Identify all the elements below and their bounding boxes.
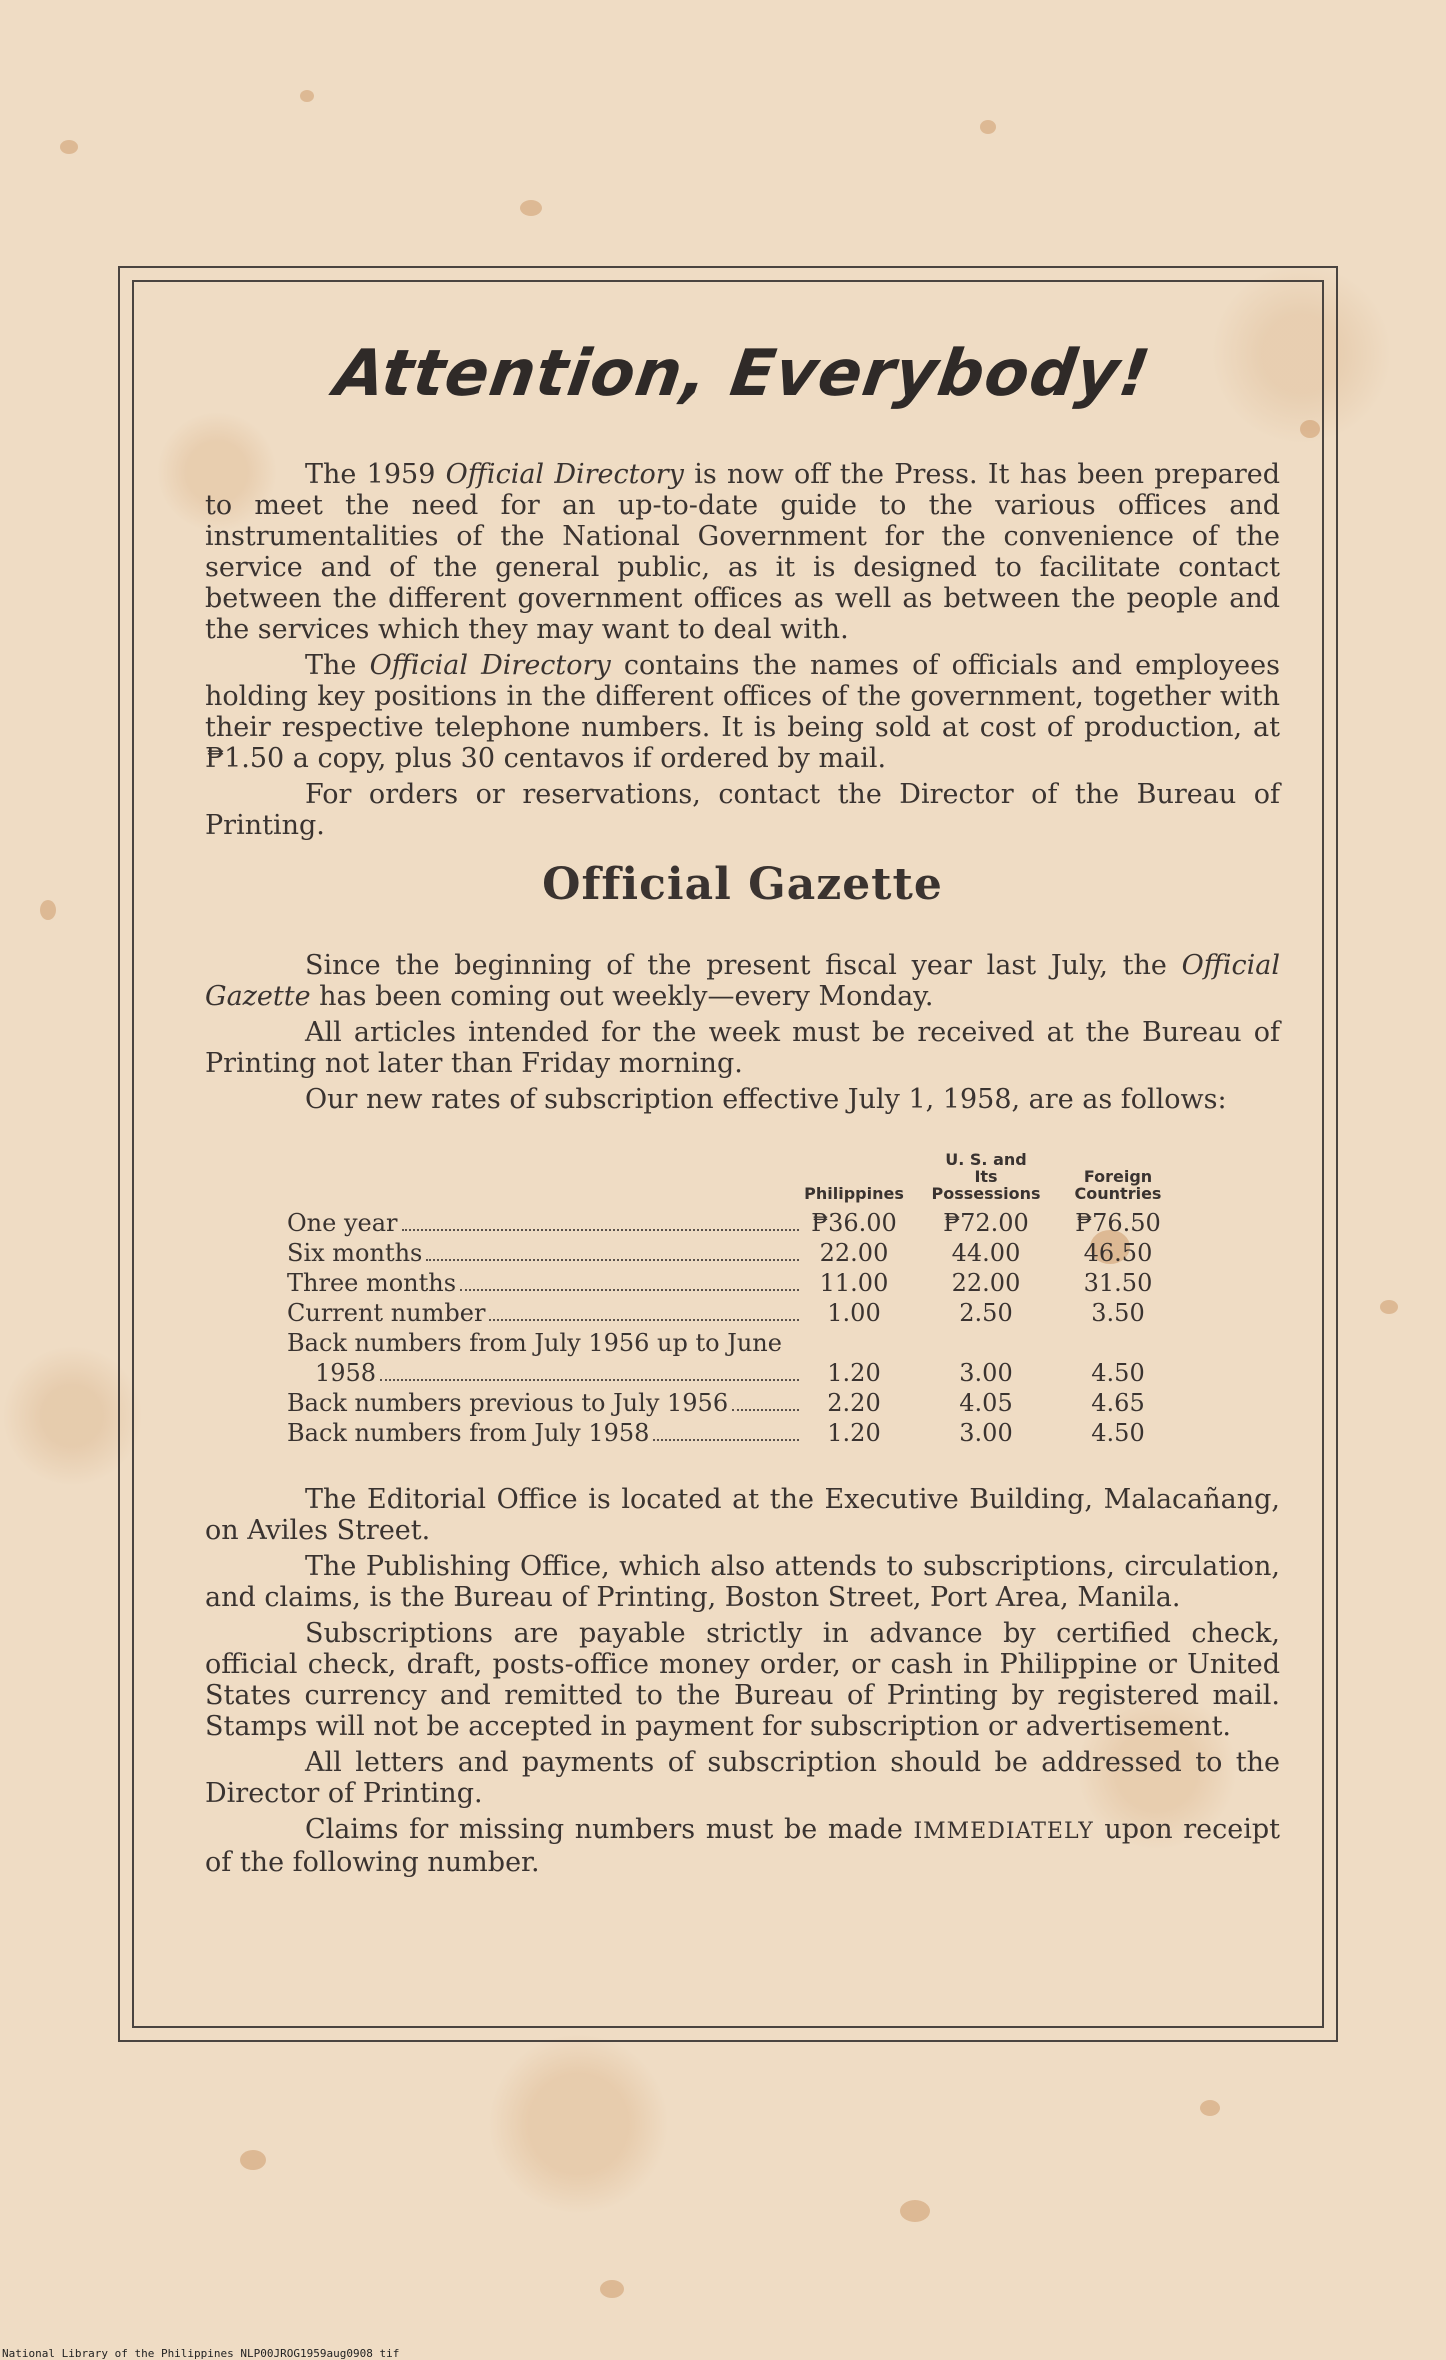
col-header-us: U. S. and Its Possessions [931,1150,1041,1203]
rate-foreign: 3.50 [1091,1299,1145,1327]
office-paragraph: Subscriptions are payable strictly in advance by certified check, official check, draft, posts-office money order, or cash in Philippine or United States currency and remitted to the Bureau of Printing by registered mail. Stamps will not be accepted in payment for subscription or advertisement. [205,1618,1280,1742]
rates-row [287,1238,1173,1268]
rate-foreign: 4.65 [1091,1389,1145,1417]
directory-paragraph: For orders or reservations, contact the Director of the Bureau of Printing. [205,779,1280,841]
stain [900,2200,930,2222]
office-paragraph: The Editorial Office is located at the Executive Building, Malacañang, on Aviles Street. [205,1484,1280,1546]
office-section [205,1484,1280,1878]
office-paragraph: All letters and payments of subscription should be addressed to the Director of Printing. [205,1747,1280,1809]
rate-us: 44.00 [951,1239,1021,1267]
rate-label: Three months [287,1268,799,1298]
office-paragraph: The Publishing Office, which also attends to subscriptions, circulation, and claims, is the Bureau of Printing, Boston Street, Port Area, Manila. [205,1551,1280,1613]
immediately-emphasis: IMMEDIATELY [913,1819,1094,1844]
rates-row [287,1268,1173,1298]
rate-label: Six months [287,1238,799,1268]
rates-header-row [287,1151,1173,1208]
stain [240,2150,266,2170]
rate-label: Current number [287,1298,799,1328]
gazette-paragraph: All articles intended for the week must be received at the Bureau of Printing not later than Friday morning. [205,1017,1280,1079]
rate-label: Back numbers from July 1958 [287,1418,799,1448]
rate-philippines: 22.00 [819,1239,889,1267]
subscription-rates-table [287,1151,1173,1448]
gazette-paragraph: Since the beginning of the present fiscal year last July, the Official Gazette has been coming out weekly—every Monday. [205,950,1280,1012]
stain [600,2280,624,2298]
rates-row: Back numbers from July 1956 up to June [287,1329,782,1357]
rate-us: ₱72.00 [943,1209,1029,1237]
directory-paragraph: The 1959 Official Directory is now off the Press. It has been prepared to meet the need for an up-to-date guide to the various offices and instrumentalities of the National Government for the convenience of the service and of the general public, as it is designed to facilitate contact between the different government offices as well as between the people and the services which they may want to deal with. [205,459,1280,645]
rate-foreign: 46.50 [1083,1239,1153,1267]
rates-row [287,1358,1173,1388]
rate-us: 2.50 [959,1299,1013,1327]
rate-label: 1958 [287,1358,799,1388]
stain [1380,1300,1398,1314]
stain [40,900,56,920]
rate-philippines: 1.00 [827,1299,881,1327]
stain [60,140,78,154]
rate-us: 3.00 [959,1359,1013,1387]
rate-philippines: 11.00 [819,1269,889,1297]
rate-philippines: 1.20 [827,1419,881,1447]
stain [300,90,314,102]
rate-label: One year [287,1208,799,1238]
rate-foreign: ₱76.50 [1075,1209,1161,1237]
rates-row [287,1388,1173,1418]
stain [980,120,996,134]
rates-row [287,1298,1173,1328]
rate-foreign: 4.50 [1091,1359,1145,1387]
gazette-section [205,950,1280,1115]
rate-us: 3.00 [959,1419,1013,1447]
rate-us: 22.00 [951,1269,1021,1297]
rates-row [287,1418,1173,1448]
rate-foreign: 31.50 [1083,1269,1153,1297]
rate-foreign: 4.50 [1091,1419,1145,1447]
scan-caption: National Library of the Philippines NLP00JROG1959aug0908 tif [2,2347,400,2360]
rate-philippines: 1.20 [827,1359,881,1387]
directory-paragraph: The Official Directory contains the names of officials and employees holding key positions in the different offices of the government, together with their respective telephone numbers. It is being sold at cost of production, at ₱1.50 a copy, plus 30 centavos if ordered by mail. [205,650,1280,774]
rates-row [287,1208,1173,1238]
rate-us: 4.05 [959,1389,1013,1417]
col-header-philippines: Philippines [804,1184,904,1203]
gazette-paragraph: Our new rates of subscription effective July 1, 1958, are as follows: [305,1084,1227,1115]
stain [520,200,542,216]
page-title: Attention, Everybody! [330,337,1155,411]
rate-philippines: ₱36.00 [811,1209,897,1237]
gazette-heading: Official Gazette [542,859,943,910]
notice-content [205,325,1280,1878]
rate-label: Back numbers previous to July 1956 [287,1388,799,1418]
claims-paragraph: Claims for missing numbers must be made IMMEDIATELY upon receipt of the following number. [205,1814,1280,1878]
col-header-foreign: Foreign Countries [1074,1167,1162,1203]
rate-philippines: 2.20 [827,1389,881,1417]
rates-header-blank [287,1151,799,1208]
directory-section [205,459,1280,841]
stain [1200,2100,1220,2116]
